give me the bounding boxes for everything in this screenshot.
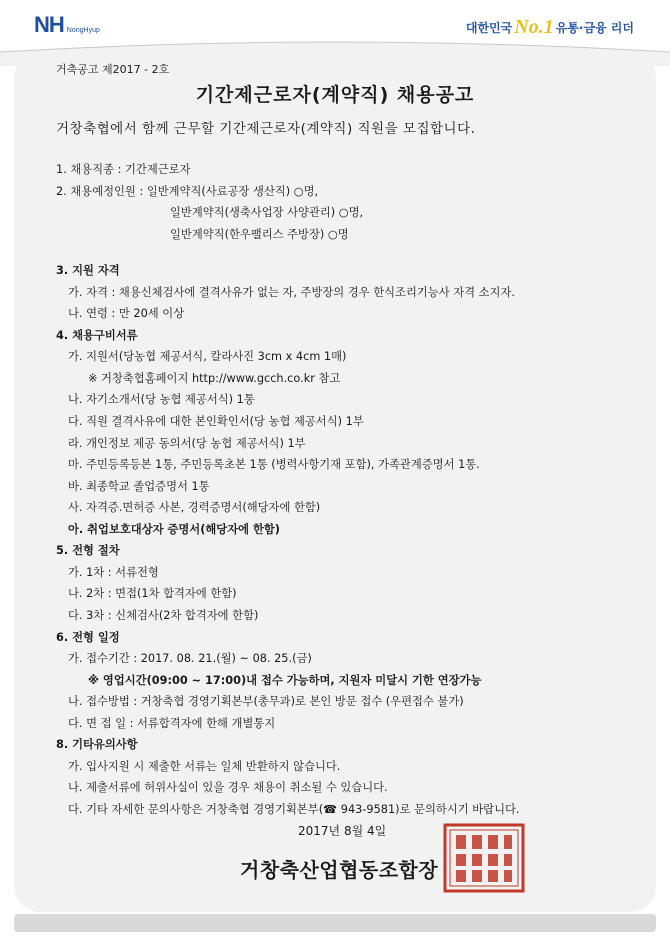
- notice-line: 다. 직원 결격사유에 대한 본인확인서(당 농협 제공서식) 1부: [68, 415, 364, 428]
- notice-line: 나. 2차 : 면접(1차 합격자에 한함): [68, 587, 237, 600]
- notice-line: 나. 연령 : 만 20세 이상: [68, 307, 185, 320]
- notice-line: 가. 1차 : 서류전형: [68, 566, 159, 579]
- slogan-suffix: 유통·금융 리더: [555, 21, 634, 35]
- notice-line: 1. 채용직종 : 기간제근로자: [56, 163, 191, 176]
- notice-line: ※ 영업시간(09:00 ~ 17:00)내 접수 가능하며, 지원자 미달시 기한 연장가능: [88, 674, 482, 687]
- notice-line: 일반계약직(한우팰리스 주방장) ○명: [170, 228, 349, 241]
- notice-line: 6. 전형 일정: [56, 631, 120, 644]
- notice-line: 가. 입사지원 시 제출한 서류는 일체 반환하지 않습니다.: [68, 760, 341, 773]
- notice-line: 나. 접수방법 : 거창축협 경영기획본부(총무과)로 본인 방문 접수 (우편접수 불가): [68, 695, 464, 708]
- slogan: [466, 16, 634, 39]
- notice-line: 5. 전형 절차: [56, 544, 120, 557]
- bottom-bar: [14, 914, 656, 932]
- slogan-prefix: 대한민국: [465, 21, 513, 35]
- notice-line: 아. 취업보호대상자 증명서(해당자에 한함): [68, 523, 280, 536]
- official-seal: [442, 822, 526, 894]
- notice-line: 나. 자기소개서(당 농협 제공서식) 1통: [68, 393, 255, 406]
- notice-line: 8. 기타유의사항: [56, 738, 138, 751]
- intro-text: 거창축협에서 함께 근무할 기간제근로자(계약직) 직원을 모집합니다.: [56, 121, 476, 137]
- notice-number: 거축공고 제2017 - 2호: [56, 63, 170, 76]
- notice-line: 가. 접수기간 : 2017. 08. 21.(월) ~ 08. 25.(금): [68, 652, 312, 665]
- notice-line: 나. 제출서류에 허위사실이 있을 경우 채용이 취소될 수 있습니다.: [68, 781, 388, 794]
- page-title: 기간제근로자(계약직) 채용공고: [195, 84, 475, 106]
- notice-line: 일반계약직(생축사업장 사양관리) ○명,: [170, 206, 364, 219]
- notice-line: ※ 거창축협홈페이지 http://www.gcch.co.kr 참고: [88, 372, 341, 385]
- notice-line: 바. 최종학교 졸업증명서 1통: [68, 480, 210, 493]
- logo-sub: NongHyup: [66, 27, 100, 34]
- notice-line: 가. 지원서(당농협 제공서식, 칼라사진 3cm x 4cm 1매): [68, 350, 347, 363]
- logo-text: NH: [34, 12, 64, 37]
- notice-line: 3. 지원 자격: [56, 264, 120, 277]
- notice-line: 4. 채용구비서류: [56, 329, 138, 342]
- notice-line: 다. 면 접 일 : 서류합격자에 한해 개별통지: [68, 717, 276, 730]
- notice-line: 다. 3차 : 신체검사(2차 합격자에 한함): [68, 609, 259, 622]
- notice-line: 2. 채용예정인원 : 일반계약직(사료공장 생산직) ○명,: [56, 185, 319, 198]
- notice-date: 2017년 8월 4일: [298, 824, 387, 838]
- nh-logo: [34, 14, 100, 36]
- organization-name: 거창축산업협동조합장: [240, 858, 439, 882]
- notice-line: 라. 개인정보 제공 동의서(당 농협 제공서식) 1부: [68, 437, 306, 450]
- notice-line: 가. 자격 : 채용신체검사에 결격사유가 없는 자, 주방장의 경우 한식조리기능사 자격 소지자.: [68, 286, 515, 299]
- notice-line: 마. 주민등록등본 1통, 주민등록초본 1통 (병력사항기재 포함), 가족관계증명서 1통.: [68, 458, 480, 471]
- notice-line: 다. 기타 자세한 문의사항은 거창축협 경영기획본부(☎ 943-9581)로 문의하시기 바랍니다.: [68, 803, 520, 816]
- notice-line: 사. 자격증.면허증 사본, 경력증명서(해당자에 한함): [68, 501, 321, 514]
- slogan-no1: No.1: [514, 16, 554, 38]
